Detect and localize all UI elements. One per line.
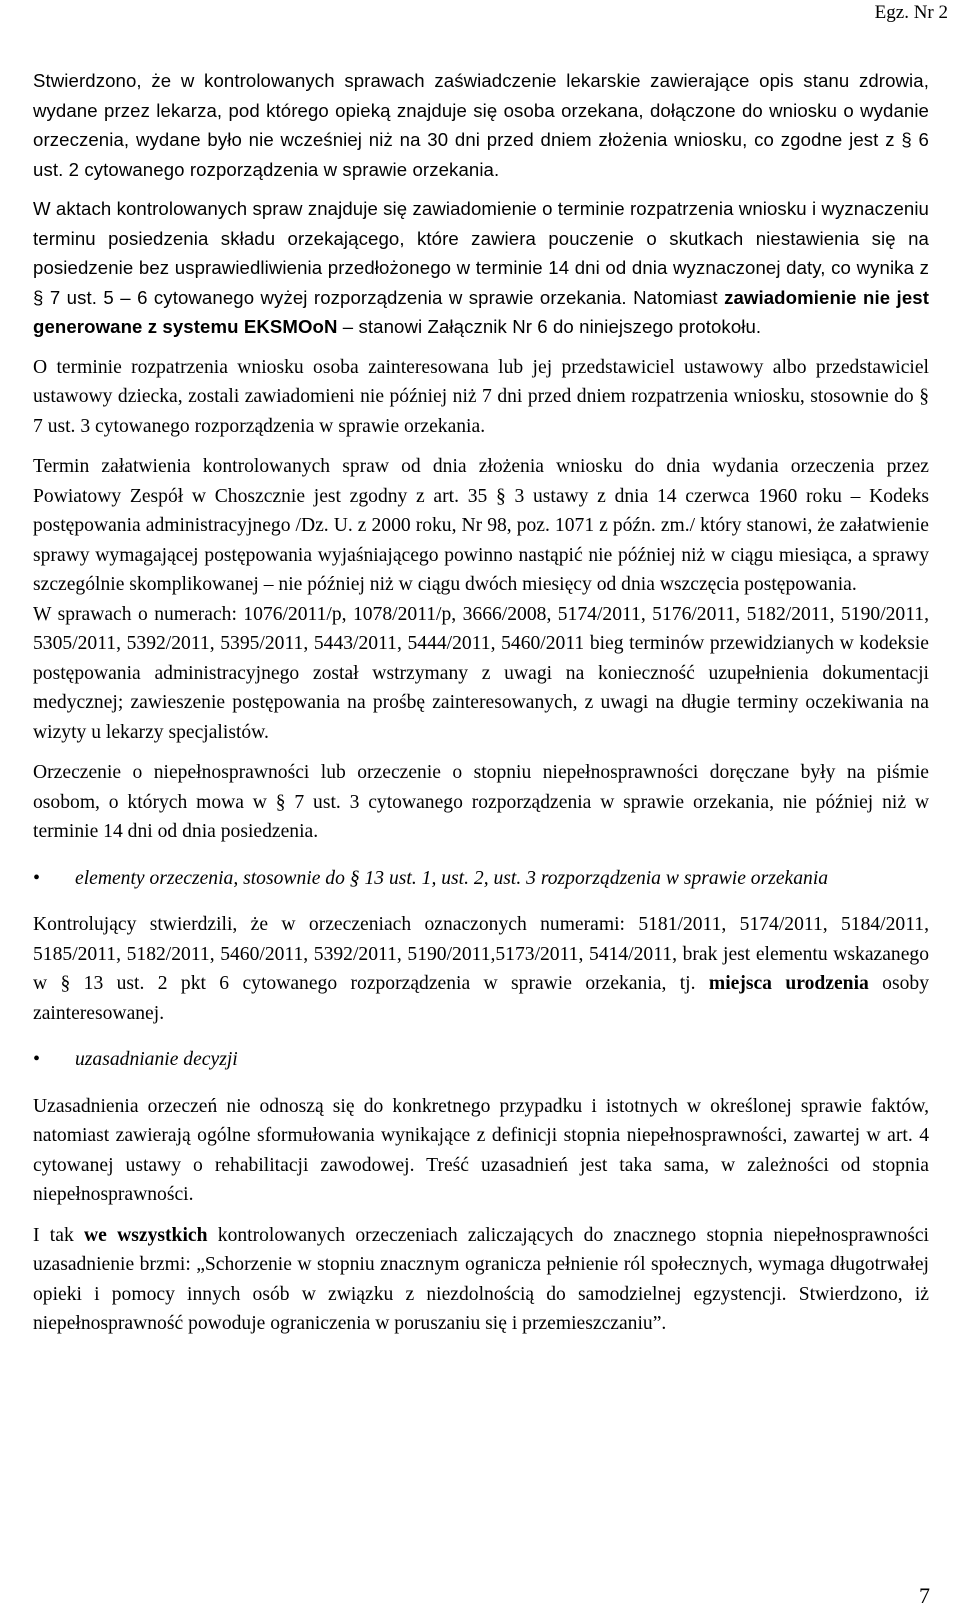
paragraph-quote-text-a: I tak [33,1224,85,1246]
bullet-item-decision-elements [33,864,929,894]
bullet-icon: • [33,866,41,889]
document-copy-label: Egz. Nr 2 [874,2,948,23]
paragraph-quote [33,1221,929,1339]
bullet-icon: • [33,1048,41,1070]
paragraph-hearing-date: O terminie rozpatrzenia wniosku osoba zainteresowana lub jej przedstawiciel ustawowy albo przedstawiciel ustawowy dziecka, zostali zawiadomieni nie później niż 7 dni przed dniem rozpatrzenia wniosku, stosownie do § 7 ust. 3 cytowanego rozporządzenia w sprawie orzekania. [33,356,929,437]
paragraph-missing-element-text-a: Kontrolujący stwierdzili, że w orzeczeniach oznaczonych numerami: 5181/2011, 5174/2011, 5184/2011, 5185/2011, 5182/2011, 5460/2011, 5392/2011, 5190/2011,5173/2011, 5414/2011, brak jest elementu wskazanego w § 13 ust. 2 pkt 6 cytowanego rozporządzenia w sprawie orzekania, tj. [33,914,929,994]
paragraph-missing-element [33,910,929,1028]
paragraph-quote-text-b: kontrolowanych orzeczeniach zaliczających do znacznego stopnia niepełnosprawności uzasadnienie brzmi: „Schorzenie w stopniu znacznym ogranicza pełnienie ról społecznych, wymaga długotrwałej opieki i pomocy innych osób w związku z niezdolnością do samodzielnej egzystencji. Stwierdzono, iż niepełnosprawność powoduje ograniczenia w poruszaniu się i przemieszczaniu”. [33,1224,929,1334]
document-body [33,66,929,1350]
paragraph-delivery: Orzeczenie o niepełnosprawności lub orzeczenie o stopniu niepełnosprawności doręczane były na piśmie osobom, o których mowa w § 7 ust. 3 cytowanego rozporządzenia w sprawie orzekania, nie później niż w terminie 14 dni od dnia posiedzenia. [33,762,929,842]
bullet-label: elementy orzeczenia, stosownie do § 13 ust. 1, ust. 2, ust. 3 rozporządzenia w sprawie orzekania [75,867,829,889]
bullet-item-justification [33,1045,929,1075]
paragraph-suspended-cases: W sprawach o numerach: 1076/2011/p, 1078/2011/p, 3666/2008, 5174/2011, 5176/2011, 5182/2011, 5190/2011, 5305/2011, 5392/2011, 5395/2011, 5443/2011, 5444/2011, 5460/2011 bieg terminów przewidzianych w kodeksie postępowania administracyjnego został wstrzymany z uwagi na konieczność uzupełnienia dokumentacji medycznej; zawieszenie postępowania na prośbę zainteresowanych, z uwagi na długie terminy oczekiwania na wizyty u lekarzy specjalistów. [33,603,929,743]
paragraph-notification-text-b: – stanowi Załącznik Nr 6 do niniejszego protokołu. [337,316,762,337]
page-number: 7 [919,1583,930,1608]
bullet-label: uzasadnianie decyzji [75,1049,238,1070]
paragraph-notification [33,194,929,342]
paragraph-notification-bold: zawiadomienie nie jest generowane z systemu EKSMOoN [33,286,929,337]
paragraph-missing-element-text-b: osoby zainteresowanej. [33,973,929,1024]
paragraph-deadline: Termin załatwienia kontrolowanych spraw od dnia złożenia wniosku do dnia wydania orzeczenia przez Powiatowy Zespół w Choszcznie jest zgodny z art. 35 § 3 ustawy z dnia 14 czerwca 1960 roku – Kodeks postępowania administracyjnego /Dz. U. z 2000 roku, Nr 98, poz. 1071 z późn. zm./ który stanowi, że załatwienie sprawy wymagającej postępowania wyjaśniającego powinno nastąpić nie później niż w ciągu miesiąca, a sprawy szczególnie skomplikowanej – nie później niż w ciągu dwóch miesięcy od dnia wszczęcia postępowania. [33,456,929,595]
paragraph-quote-bold: we wszystkich [84,1224,208,1246]
paragraph-medical-certificate: Stwierdzono, że w kontrolowanych sprawach zaświadczenie lekarskie zawierające opis stanu zdrowia, wydane przez lekarza, pod którego opieką znajduje się osoba orzekana, dołączone do wniosku o wydanie orzeczenia, wydane było nie wcześniej niż na 30 dni przed dniem złożenia wniosku, co zgodne jest z § 6 ust. 2 cytowanego rozporządzenia w sprawie orzekania. [33,70,929,180]
paragraph-notification-text-a: W aktach kontrolowanych spraw znajduje się zawiadomienie o terminie rozpatrzenia wniosku i wyznaczeniu terminu posiedzenia składu orzekającego, które zawiera pouczenie o skutkach niestawienia się na posiedzenie bez usprawiedliwienia przedłożonego w terminie 14 dni od dnia wyznaczonej daty, co wynika z § 7 ust. 5 – 6 cytowanego wyżej rozporządzenia w sprawie orzekania. Natomiast [33,198,929,308]
paragraph-justifications: Uzasadnienia orzeczeń nie odnoszą się do konkretnego przypadku i istotnych w określonej sprawie faktów, natomiast zawierają ogólne sformułowania wynikające z definicji stopnia niepełnosprawności, zawartej w art. 4 cytowanej ustawy o rehabilitacji zawodowej. Treść uzasadnień jest taka sama, w zależności od stopnia niepełnosprawności. [33,1095,929,1205]
paragraph-missing-element-bold: miejsca urodzenia [708,973,869,994]
